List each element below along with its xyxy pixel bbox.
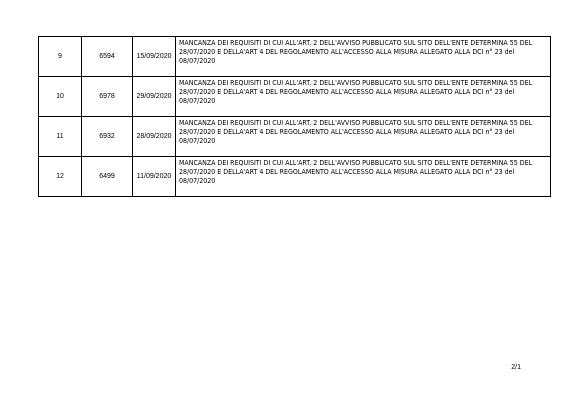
page-number: 2/1: [511, 364, 521, 371]
application-date: 15/09/2020: [133, 37, 176, 77]
protocol-number: 6932: [82, 117, 133, 157]
exclusion-reason: MANCANZA DEI REQUISITI DI CUI ALL'ART. 2 DELL'AVVISO PUBBLICATO SUL SITO DELL'ENTE DETERMINA 55 DEL 28/07/2020 E DELLA'ART 4 DEL REGOLAMENTO ALL'ACCESSO ALLA MISURA ALLEGATO ALLA DCI n° 23 del 08/07/2020: [176, 37, 551, 77]
row-number: 12: [39, 157, 82, 197]
table-row: [39, 117, 551, 157]
application-date: 11/09/2020: [133, 157, 176, 197]
protocol-number: 6978: [82, 77, 133, 117]
protocol-number: 6499: [82, 157, 133, 197]
exclusion-reason: MANCANZA DEI REQUISITI DI CUI ALL'ART. 2 DELL'AVVISO PUBBLICATO SUL SITO DELL'ENTE DETERMINA 55 DEL 28/07/2020 E DELLA'ART 4 DEL REGOLAMENTO ALL'ACCESSO ALLA MISURA ALLEGATO ALLA DCI n° 23 del 08/07/2020: [176, 77, 551, 117]
application-date: 29/09/2020: [133, 77, 176, 117]
exclusion-table: [38, 36, 551, 197]
row-number: 9: [39, 37, 82, 77]
protocol-number: 6594: [82, 37, 133, 77]
exclusion-reason: MANCANZA DEI REQUISITI DI CUI ALL'ART. 2 DELL'AVVISO PUBBLICATO SUL SITO DELL'ENTE DETERMINA 55 DEL 28/07/2020 E DELLA'ART 4 DEL REGOLAMENTO ALL'ACCESSO ALLA MISURA ALLEGATO ALLA DCI n° 23 del 08/07/2020: [176, 117, 551, 157]
table-row: [39, 77, 551, 117]
row-number: 11: [39, 117, 82, 157]
application-date: 28/09/2020: [133, 117, 176, 157]
exclusion-reason: MANCANZA DEI REQUISITI DI CUI ALL'ART. 2 DELL'AVVISO PUBBLICATO SUL SITO DELL'ENTE DETERMINA 55 DEL 28/07/2020 E DELLA'ART 4 DEL REGOLAMENTO ALL'ACCESSO ALLA MISURA ALLEGATO ALLA DCI n° 23 del 08/07/2020: [176, 157, 551, 197]
table-row: [39, 37, 551, 77]
row-number: 10: [39, 77, 82, 117]
table-row: [39, 157, 551, 197]
